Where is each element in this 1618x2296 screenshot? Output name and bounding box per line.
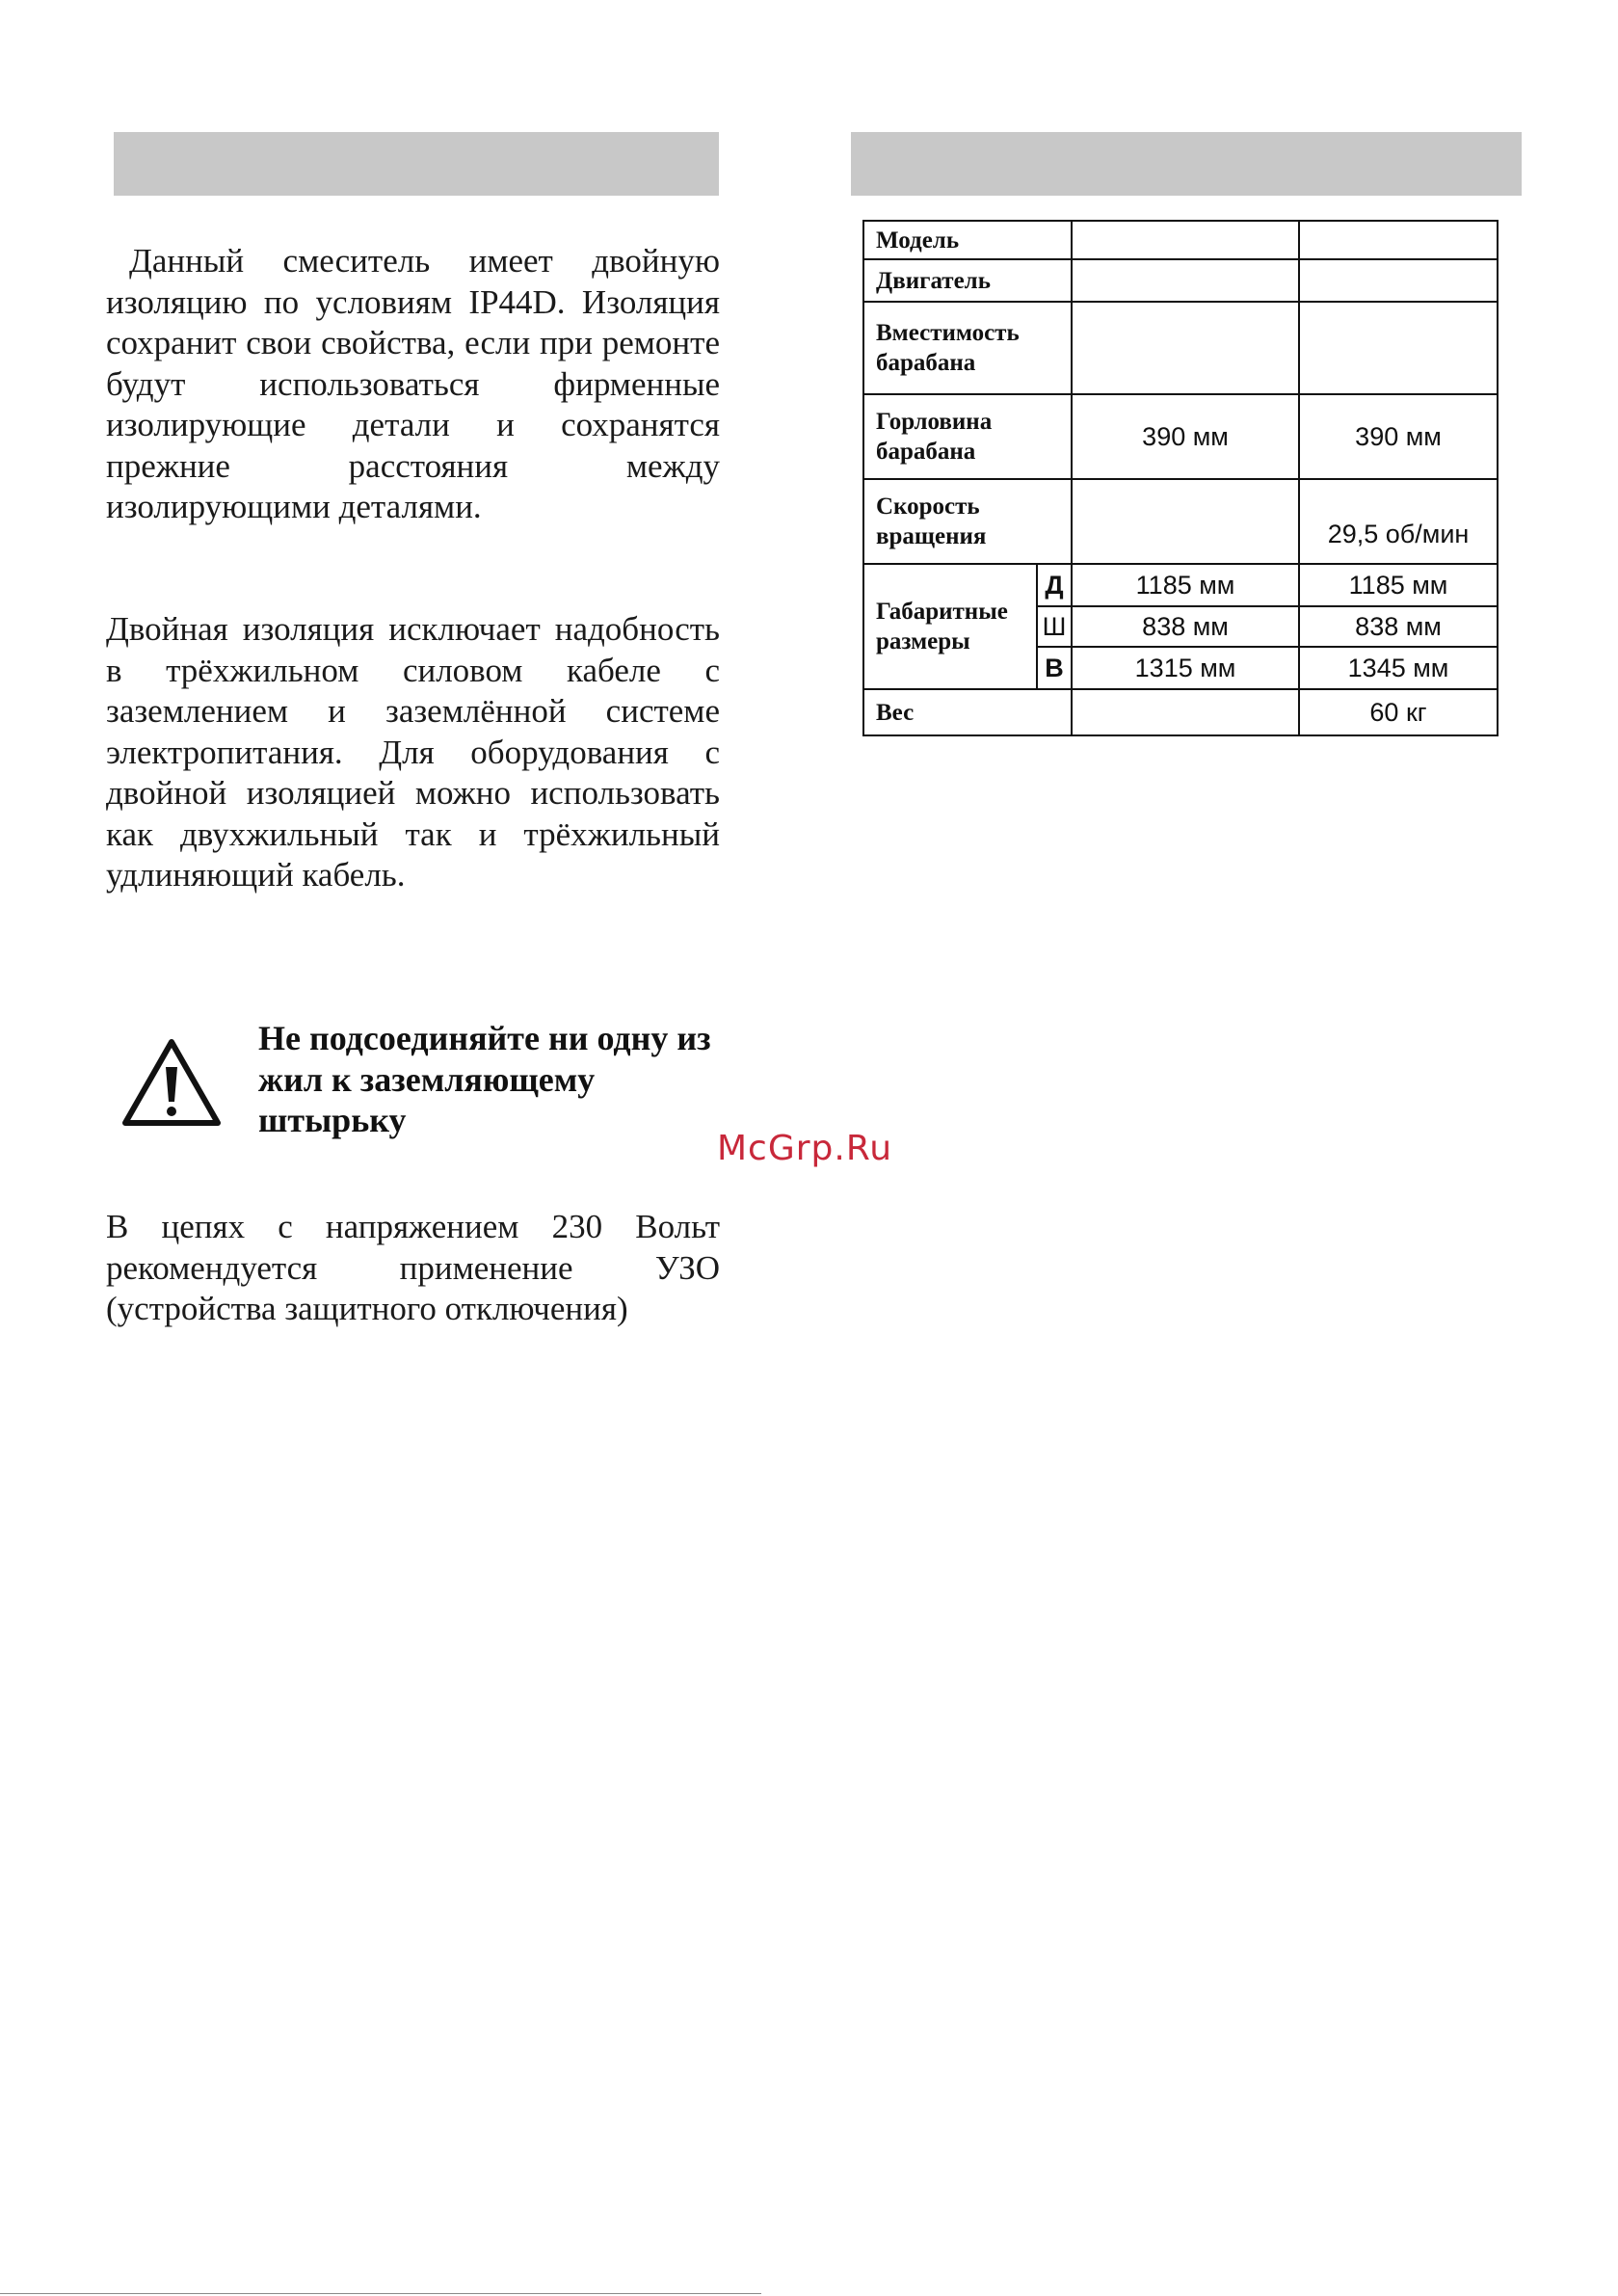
dimension-axis-length: Д — [1037, 564, 1072, 606]
double-insulation-paragraph: Двойная изоляция исключает надобность в трёхжильном силовом кабеле с заземлением и заземлённой системе электропитания. Для оборудования с двойной изоляцией можно использовать как двухжильный так и трёхжильный удлиняющий кабель. — [106, 610, 720, 894]
model-value-1 — [1072, 221, 1299, 259]
table-row-engine — [863, 259, 1498, 302]
dimension-length-value-2: 1185 мм — [1299, 564, 1498, 606]
dimension-axis-width: Ш — [1037, 606, 1072, 647]
warning-message: Не подсоединяйте ни одну из жил к заземляющему штырьку — [258, 1019, 711, 1139]
model-label: Модель — [863, 221, 1072, 259]
table-row-model — [863, 221, 1498, 259]
speed-value-2: 29,5 об/мин — [1299, 479, 1498, 564]
footer-divider — [0, 2293, 761, 2294]
capacity-value-1 — [1072, 302, 1299, 394]
warning-triangle-icon — [120, 1036, 223, 1128]
dimensions-label: Габаритные размеры — [863, 564, 1037, 689]
right-section-header-bar — [851, 132, 1522, 196]
capacity-value-2 — [1299, 302, 1498, 394]
neck-value-2: 390 мм — [1299, 394, 1498, 479]
dimension-length-value-1: 1185 мм — [1072, 564, 1299, 606]
dimension-height-value-2: 1345 мм — [1299, 647, 1498, 689]
neck-label: Горловина барабана — [863, 394, 1072, 479]
specifications-table — [862, 220, 1499, 736]
table-row-dimension-length — [863, 564, 1498, 606]
rcd-recommendation-paragraph: В цепях с напряжением 230 Вольт рекомендуется применение УЗО (устройства защитного отключения) — [106, 1208, 720, 1327]
dimension-axis-height: В — [1037, 647, 1072, 689]
engine-label: Двигатель — [863, 259, 1072, 302]
engine-value-2 — [1299, 259, 1498, 302]
weight-value-1 — [1072, 689, 1299, 735]
table-row-neck — [863, 394, 1498, 479]
speed-value-1 — [1072, 479, 1299, 564]
table-row-capacity — [863, 302, 1498, 394]
capacity-label: Вместимость барабана — [863, 302, 1072, 394]
weight-label: Вес — [863, 689, 1072, 735]
watermark: McGrp.Ru — [717, 1129, 893, 1168]
table-row-speed — [863, 479, 1498, 564]
model-value-2 — [1299, 221, 1498, 259]
insulation-paragraph: Данный смеситель имеет двойную изоляцию по условиям IP44D. Изоляция сохранит свои свойства, если при ремонте будут использоваться фирменные изолирующие детали и сохранятся прежние расстояния между изолирующими деталями. — [106, 242, 720, 525]
speed-label: Скорость вращения — [863, 479, 1072, 564]
dimension-width-value-2: 838 мм — [1299, 606, 1498, 647]
dimension-height-value-1: 1315 мм — [1072, 647, 1299, 689]
engine-value-1 — [1072, 259, 1299, 302]
weight-value-2: 60 кг — [1299, 689, 1498, 735]
table-row-weight — [863, 689, 1498, 735]
left-section-header-bar — [114, 132, 719, 196]
dimension-width-value-1: 838 мм — [1072, 606, 1299, 647]
neck-value-1: 390 мм — [1072, 394, 1299, 479]
